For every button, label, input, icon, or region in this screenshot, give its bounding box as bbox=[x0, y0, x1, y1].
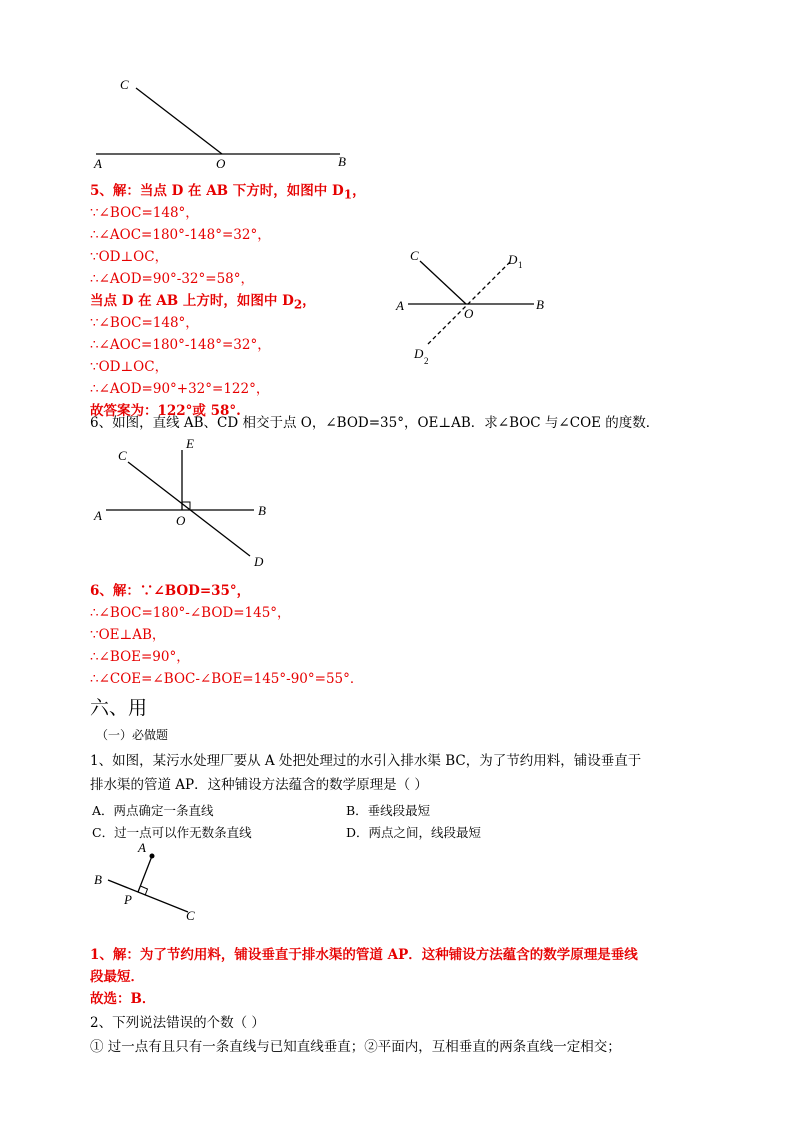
sol1-line-1: 1、解：为了节约用料，铺设垂直于排水渠的管道 AP．这种铺设方法蕴含的数学原理是垂线 bbox=[90, 947, 638, 963]
sol5-line-4: ∵OD⊥OC， bbox=[90, 249, 169, 265]
q2-line-2: ① 过一点有且只有一条直线与已知直线垂直；②平面内，互相垂直的两条直线一定相交； bbox=[90, 1039, 621, 1055]
fig6-label-e: E bbox=[186, 436, 194, 451]
fig6-label-c: C bbox=[118, 448, 127, 463]
q1-option-b: B．垂线段最短 bbox=[346, 803, 431, 818]
q1-line-2: 排水渠的管道 AP．这种铺设方法蕴含的数学原理是（ ） bbox=[90, 777, 428, 793]
sol5-line-5: ∴∠AOD=90°-32°=58°， bbox=[90, 271, 255, 287]
fig7-label-c: C bbox=[186, 908, 195, 923]
sol5-line-1: 5、解：当点 D 在 AB 下方时，如图中 $D_1$， bbox=[90, 183, 366, 202]
fig5-label-d1-sub: 1 bbox=[518, 260, 523, 270]
sol6-line-2: ∴∠BOC=180°-∠BOD=145°， bbox=[90, 605, 291, 621]
q1-option-a: A．两点确定一条直线 bbox=[92, 803, 214, 818]
section-title: 六、用 bbox=[90, 697, 148, 719]
fig5-label-o: O bbox=[464, 306, 474, 321]
fig1-label-c: C bbox=[120, 77, 129, 92]
sol5-line-9: ∵OD⊥OC， bbox=[90, 359, 169, 375]
fig1-label-a: A bbox=[94, 156, 102, 171]
sol5-line-8: ∴∠AOC=180°-148°=32°， bbox=[90, 337, 271, 353]
fig5-label-d2-sub: 2 bbox=[424, 356, 429, 366]
fig5-label-a: A bbox=[396, 298, 404, 313]
fig5-label-b: B bbox=[536, 297, 544, 312]
fig7-label-b: B bbox=[94, 872, 102, 887]
sol6-line-5: ∴∠COE=∠BOC-∠BOE=145°-90°=55°． bbox=[90, 671, 364, 687]
sol5-line-2: ∵∠BOC=148°， bbox=[90, 205, 199, 221]
fig5-label-c: C bbox=[410, 248, 419, 263]
fig6-label-b: B bbox=[258, 503, 266, 518]
sol5-line-6: 当点 D 在 AB 上方时，如图中 $D_2$， bbox=[90, 293, 316, 312]
sol1-line-2: 段最短． bbox=[90, 969, 144, 985]
fig7-label-p: P bbox=[124, 892, 132, 907]
fig6-label-o: O bbox=[176, 513, 186, 528]
fig6-label-d: D bbox=[254, 554, 264, 569]
section-subtitle: （一）必做题 bbox=[96, 728, 169, 742]
sol6-line-3: ∵OE⊥AB， bbox=[90, 627, 166, 643]
fig5-label-d1: D bbox=[508, 252, 518, 267]
sol6-line-1: 6、解：∵∠BOD=35°， bbox=[90, 583, 251, 599]
fig6-label-a: A bbox=[94, 508, 102, 523]
fig5-label-d2: D bbox=[414, 346, 424, 361]
sol1-line-3: 故选：B． bbox=[90, 991, 156, 1007]
q1-option-d: D．两点之间，线段最短 bbox=[346, 825, 482, 840]
sol5-line-11: 故答案为：122°或 58°. bbox=[90, 403, 241, 419]
q6-text: 6、如图，直线 AB、CD 相交于点 O，∠BOD=35°，OE⊥AB．求∠BOC 与∠COE 的度数． bbox=[90, 415, 660, 431]
q2-line-1: 2、下列说法错误的个数（ ） bbox=[90, 1015, 265, 1031]
sol5-line-10: ∴∠AOD=90°+32°=122°， bbox=[90, 381, 270, 397]
q1-option-c: C．过一点可以作无数条直线 bbox=[92, 825, 252, 840]
sol5-line-7: ∵∠BOC=148°， bbox=[90, 315, 199, 331]
q1-line-1: 1、如图，某污水处理厂要从 A 处把处理过的水引入排水渠 BC，为了节约用料，铺设垂直于 bbox=[90, 753, 642, 769]
fig7-label-a: A bbox=[138, 840, 146, 855]
fig1-label-o: O bbox=[216, 156, 226, 171]
sol5-line-3: ∴∠AOC=180°-148°=32°， bbox=[90, 227, 271, 243]
fig1-label-b: B bbox=[338, 154, 346, 169]
sol6-line-4: ∴∠BOE=90°， bbox=[90, 649, 190, 665]
